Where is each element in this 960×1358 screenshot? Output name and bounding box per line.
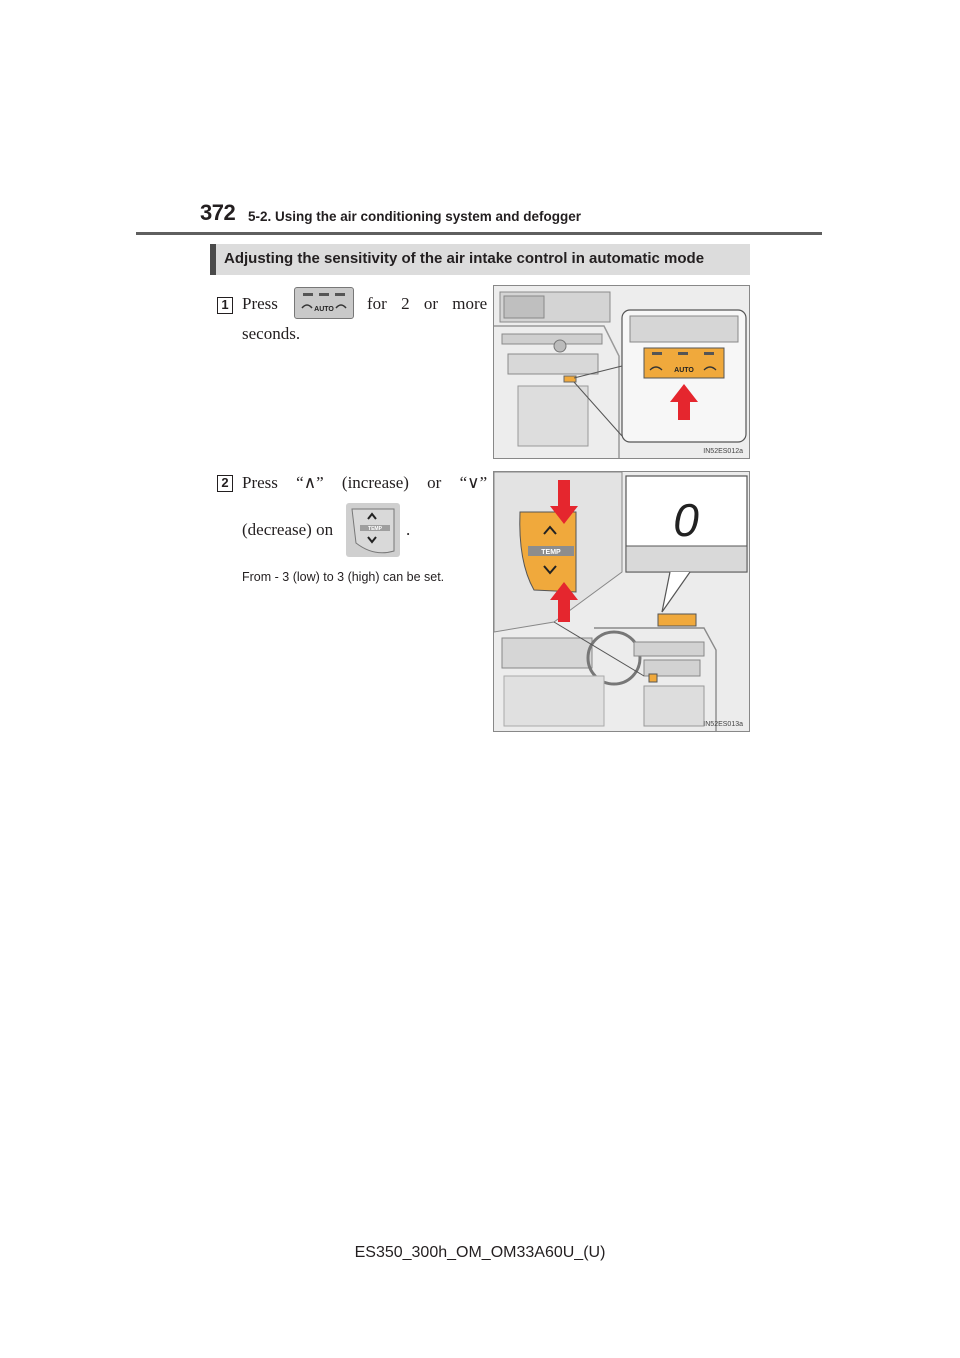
- auto-icon-label: AUTO: [314, 306, 334, 313]
- step-2-period: .: [406, 520, 411, 539]
- svg-text:TEMP: TEMP: [541, 549, 561, 556]
- subsection-title: Adjusting the sensitivity of the air intake control in automatic mode: [224, 250, 705, 267]
- header-rule: [136, 232, 822, 235]
- step-2-note: From - 3 (low) to 3 (high) can be set.: [242, 570, 445, 584]
- figure-2-code: IN52ES013a: [703, 721, 743, 728]
- step-2-text-line2: (decrease) on: [242, 520, 334, 539]
- page-number: 372: [200, 200, 236, 225]
- temp-icon-label: TEMP: [368, 526, 382, 532]
- step-1-text-after: [367, 294, 488, 314]
- step-2-number: 2: [217, 475, 233, 492]
- document-id: ES350_300h_OM_OM33A60U_(U): [354, 1244, 606, 1261]
- figure-auto-button: [493, 285, 750, 459]
- step-1-text-before: Press: [242, 294, 278, 313]
- step-1-text-line2: seconds.: [242, 324, 301, 343]
- step-1-number: 1: [217, 297, 233, 314]
- auto-button-icon: [294, 287, 354, 319]
- subsection-heading: [210, 244, 750, 275]
- display-value: 0: [673, 494, 699, 546]
- step-2-text-line1: Press “∧” (increase) or “∨”: [242, 473, 488, 492]
- temp-switch-icon: [346, 503, 400, 557]
- step-1-text-after-span: for 2 or more: [367, 294, 488, 313]
- figure-1-code: IN52ES012a: [703, 448, 743, 455]
- figure-temp-switch: [493, 471, 750, 732]
- svg-text:AUTO: AUTO: [674, 367, 694, 374]
- section-title: 5-2. Using the air conditioning system and defogger: [248, 209, 582, 224]
